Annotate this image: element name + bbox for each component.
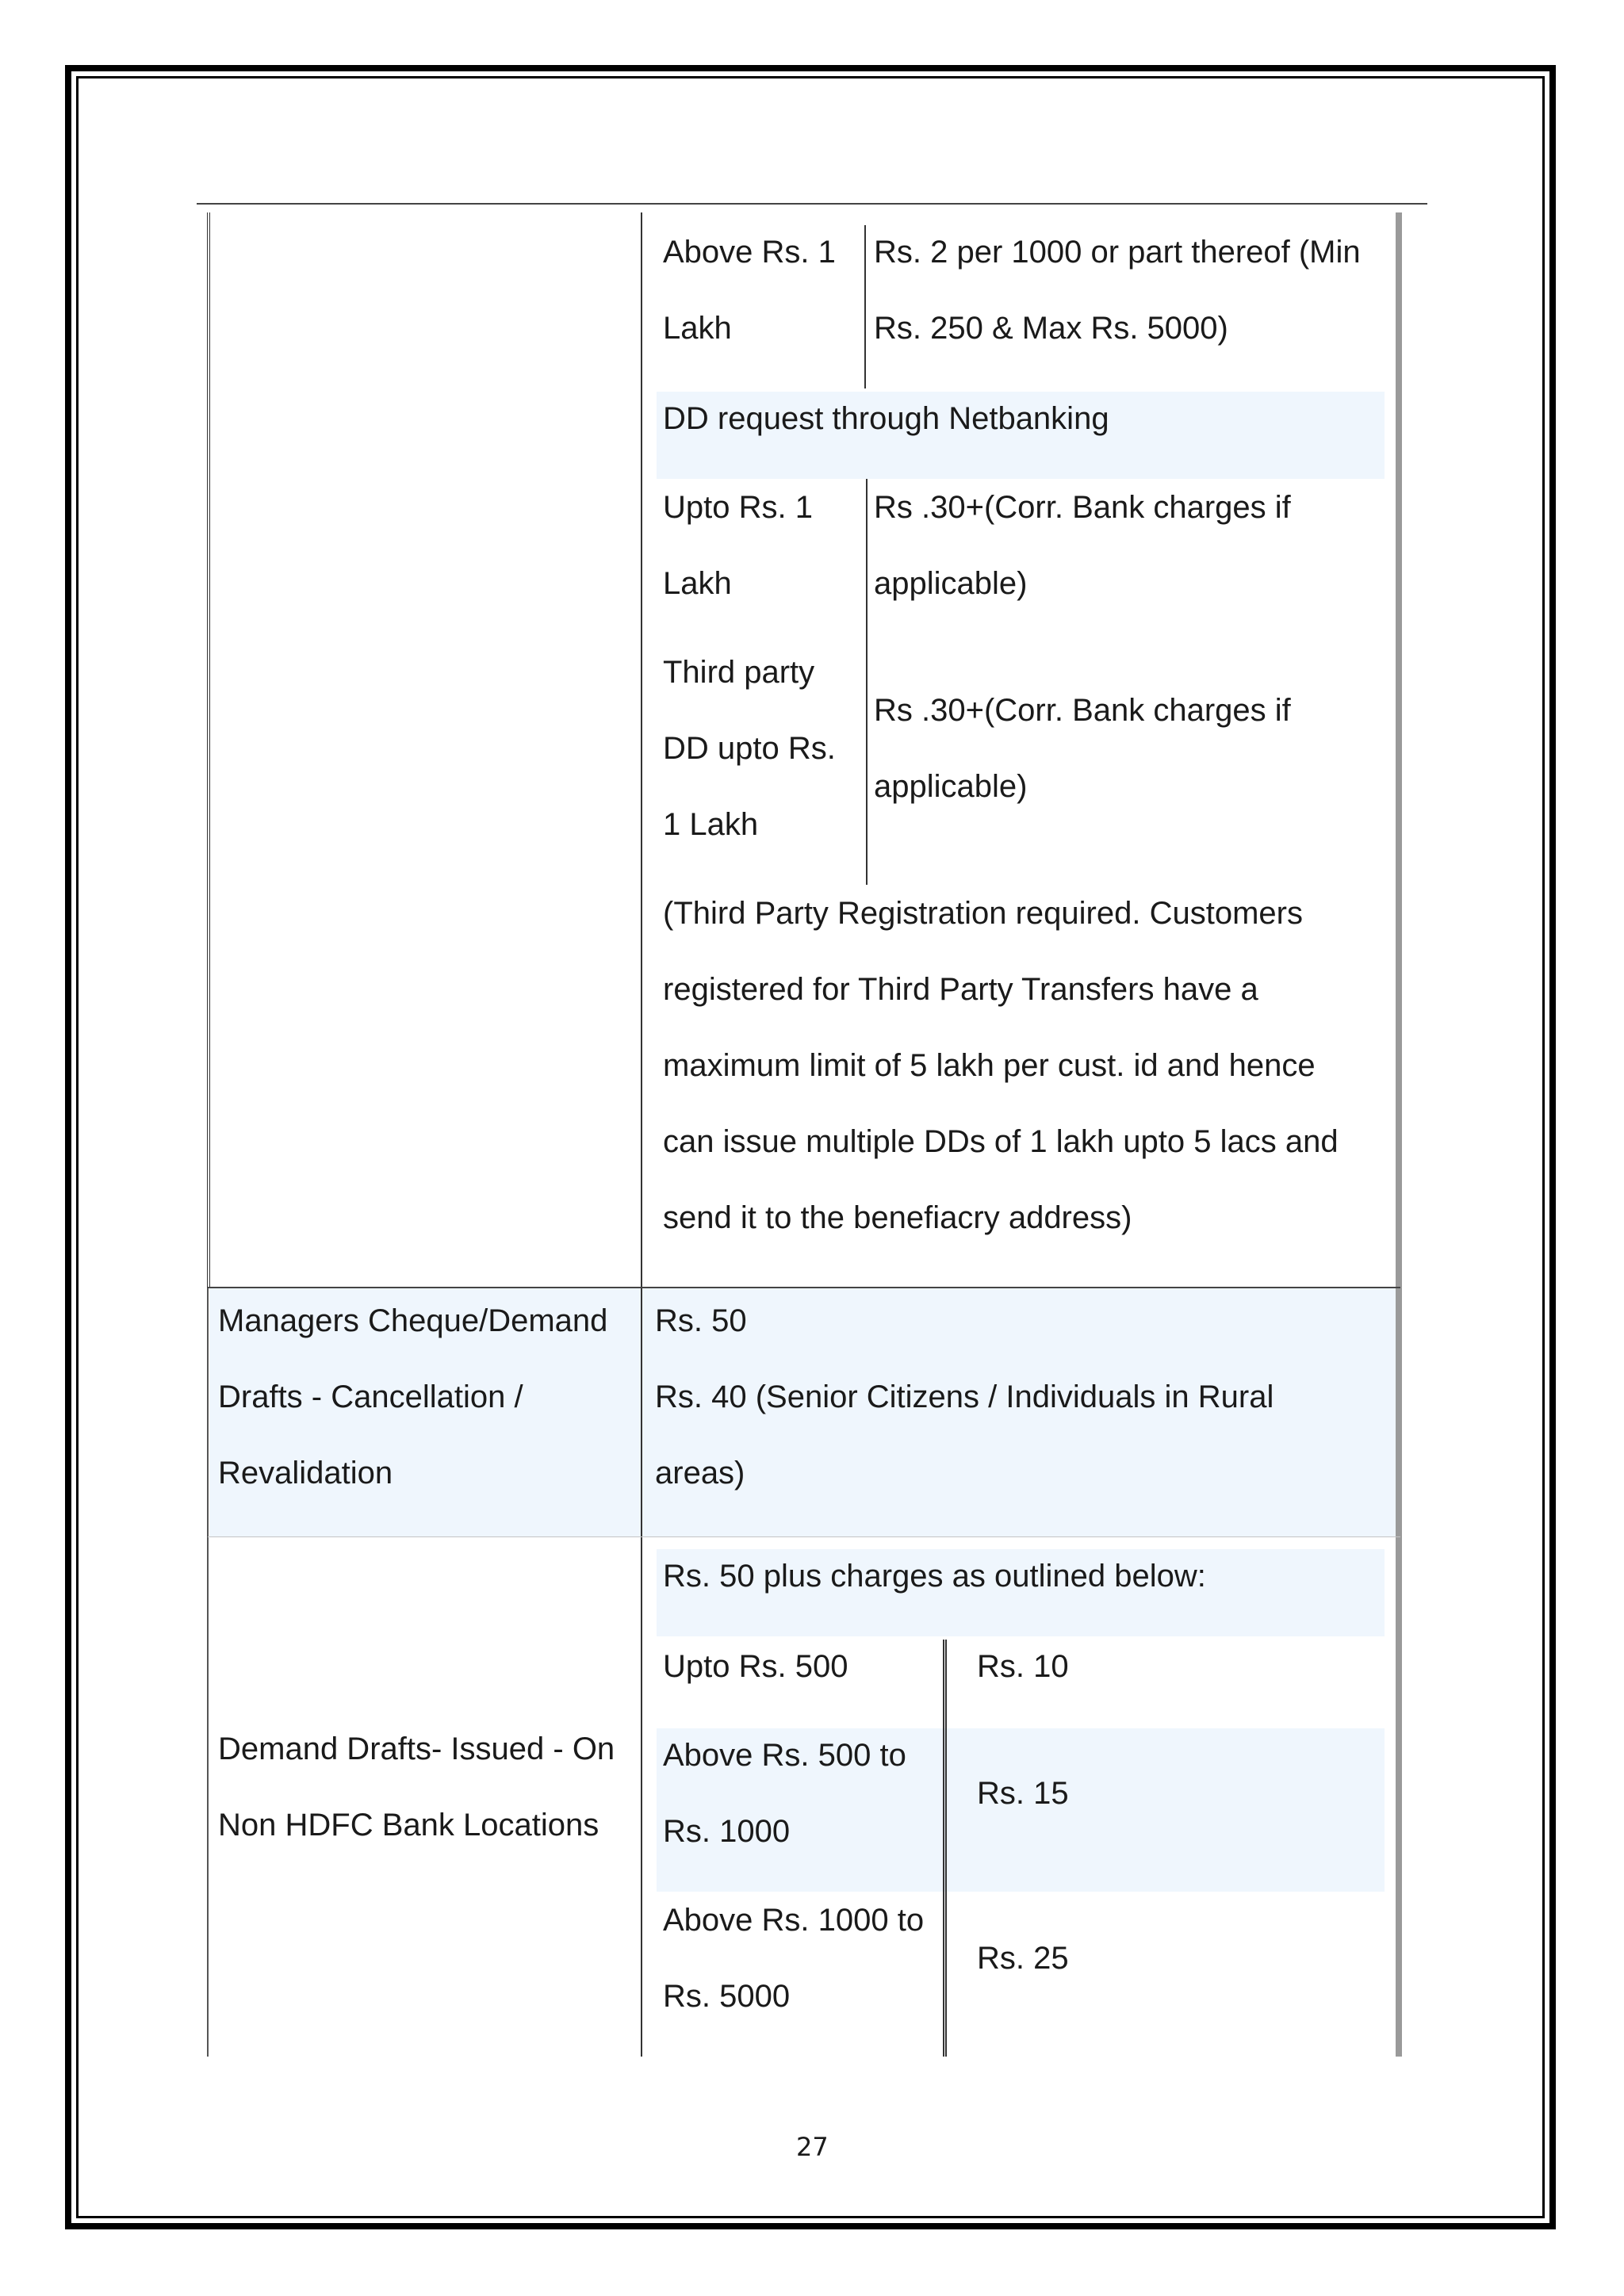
header-rule (197, 203, 1427, 205)
slab-third-party-line1: Third party (663, 655, 815, 690)
table-column-divider (641, 212, 642, 2057)
slab-upto-1-lakh-line2: Lakh (663, 566, 732, 601)
table-left-border (207, 212, 210, 1288)
cancellation-charge-line1: Rs. 50 (655, 1303, 747, 1338)
slab-2-range-line1: Above Rs. 500 to (663, 1738, 906, 1773)
cancellation-label-line2: Drafts - Cancellation / (218, 1380, 523, 1414)
slab-above-1-lakh-line2: Lakh (663, 311, 732, 346)
subcol-divider-upper (864, 225, 866, 388)
third-party-note-line5: send it to the benefiacry address) (663, 1200, 1132, 1235)
cancellation-label-line1: Managers Cheque/Demand (218, 1303, 608, 1338)
third-party-note-line2: registered for Third Party Transfers have a (663, 972, 1258, 1007)
table-right-border (1396, 212, 1402, 2057)
slab-3-charge: Rs. 25 (977, 1941, 1069, 1976)
row-divider-2 (208, 1536, 1400, 1537)
charge-above-1-lakh-line1: Rs. 2 per 1000 or part thereof (Min (874, 235, 1361, 270)
cancellation-charge-line3: areas) (655, 1456, 745, 1490)
third-party-note-line4: can issue multiple DDs of 1 lakh upto 5 lacs and (663, 1124, 1339, 1159)
slab-upto-1-lakh-line1: Upto Rs. 1 (663, 490, 813, 525)
charge-third-party-line2: applicable) (874, 769, 1028, 804)
charge-third-party-line1: Rs .30+(Corr. Bank charges if (874, 693, 1291, 728)
slab-1-range: Upto Rs. 500 (663, 1649, 848, 1684)
charge-upto-1-lakh-line1: Rs .30+(Corr. Bank charges if (874, 490, 1291, 525)
charge-above-1-lakh-line2: Rs. 250 & Max Rs. 5000) (874, 311, 1228, 346)
non-hdfc-label-line2: Non HDFC Bank Locations (218, 1808, 599, 1843)
slab-1-charge: Rs. 10 (977, 1649, 1069, 1684)
subcol-divider-middle (866, 479, 868, 885)
netbanking-heading: DD request through Netbanking (663, 401, 1109, 436)
slab-above-1-lakh-line1: Above Rs. 1 (663, 235, 836, 270)
slab-3-range-line2: Rs. 5000 (663, 1979, 791, 2014)
subcol-divider-lower (943, 1640, 947, 2057)
page-number: 27 (796, 2132, 829, 2162)
third-party-note-line3: maximum limit of 5 lakh per cust. id and hence (663, 1048, 1316, 1083)
slab-2-range-line2: Rs. 1000 (663, 1814, 791, 1849)
slab-3-range-line1: Above Rs. 1000 to (663, 1903, 925, 1938)
table-left-border-lower (207, 1288, 209, 2057)
non-hdfc-intro: Rs. 50 plus charges as outlined below: (663, 1559, 1206, 1594)
cancellation-charge-line2: Rs. 40 (Senior Citizens / Individuals in Rural (655, 1380, 1274, 1414)
slab-third-party-line3: 1 Lakh (663, 807, 759, 842)
third-party-note-line1: (Third Party Registration required. Customers (663, 896, 1303, 931)
cancellation-label-line3: Revalidation (218, 1456, 393, 1490)
slab-2-charge: Rs. 15 (977, 1776, 1069, 1811)
non-hdfc-label-line1: Demand Drafts- Issued - On (218, 1732, 615, 1766)
charge-upto-1-lakh-line2: applicable) (874, 566, 1028, 601)
slab-third-party-line2: DD upto Rs. (663, 731, 836, 766)
